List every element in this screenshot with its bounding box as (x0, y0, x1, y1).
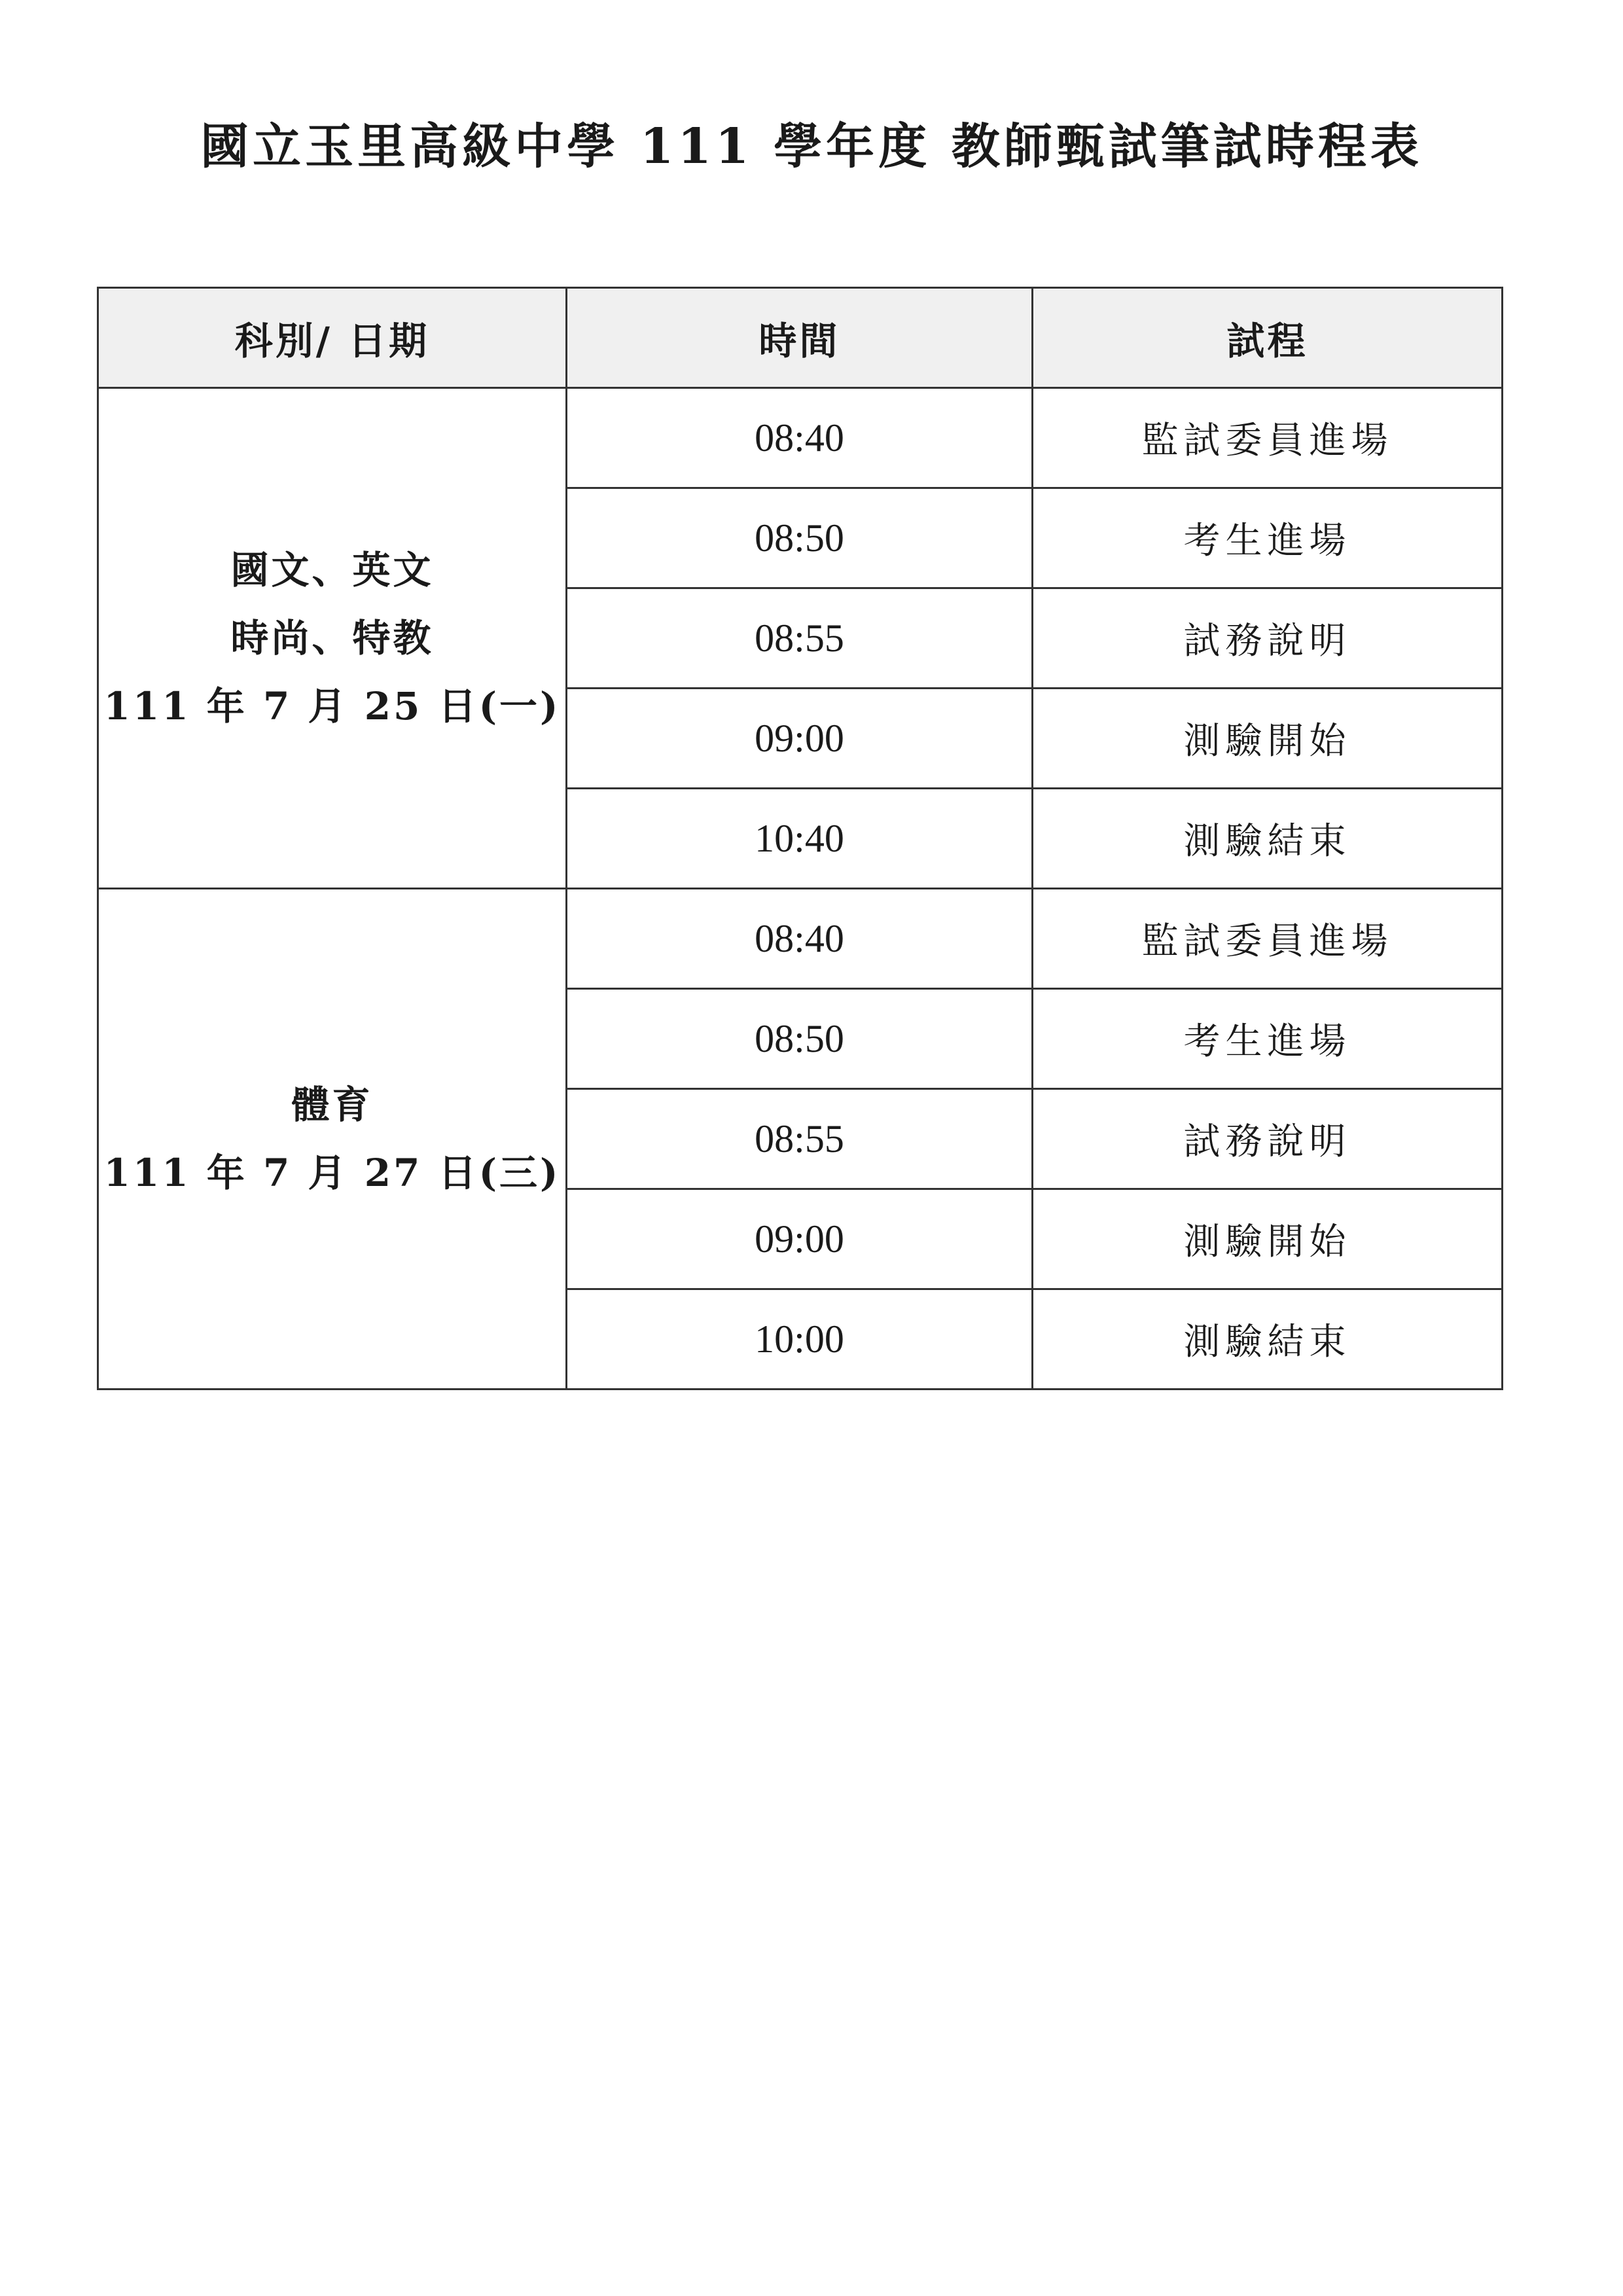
time-cell: 09:00 (567, 689, 1033, 789)
group-subject-line: 體育 (291, 1083, 373, 1127)
time-cell: 10:00 (567, 1289, 1033, 1390)
time-cell: 08:55 (567, 1089, 1033, 1189)
table-row (98, 889, 1503, 989)
time-cell: 10:40 (567, 789, 1033, 889)
event-cell: 測驗結束 (1033, 1289, 1503, 1390)
group-subject-line: 時尚、特教 (230, 616, 434, 660)
time-cell: 08:40 (567, 388, 1033, 488)
group-date-line: 111 年 7 月 25 日(一) (103, 684, 561, 728)
group-cell-1 (98, 388, 567, 889)
event-cell: 監試委員進場 (1033, 388, 1503, 488)
time-cell: 09:00 (567, 1189, 1033, 1289)
header-time: 時間 (567, 288, 1033, 388)
time-cell: 08:55 (567, 588, 1033, 689)
event-cell: 考生進場 (1033, 488, 1503, 588)
schedule-table (97, 287, 1503, 1390)
table-header-row (98, 288, 1503, 388)
event-cell: 試務說明 (1033, 588, 1503, 689)
event-cell: 測驗結束 (1033, 789, 1503, 889)
event-cell: 試務說明 (1033, 1089, 1503, 1189)
group-cell-2 (98, 889, 567, 1390)
header-subject-date: 科別/ 日期 (98, 288, 567, 388)
group-subject-line: 國文、英文 (230, 548, 434, 592)
time-cell: 08:50 (567, 989, 1033, 1089)
time-cell: 08:50 (567, 488, 1033, 588)
time-cell: 08:40 (567, 889, 1033, 989)
header-schedule: 試程 (1033, 288, 1503, 388)
event-cell: 監試委員進場 (1033, 889, 1503, 989)
event-cell: 測驗開始 (1033, 689, 1503, 789)
page-title: 國立玉里高級中學 111 學年度 教師甄試筆試時程表 (200, 118, 1423, 175)
group-date-line: 111 年 7 月 27 日(三) (103, 1151, 561, 1195)
event-cell: 考生進場 (1033, 989, 1503, 1089)
table-row (98, 388, 1503, 488)
event-cell: 測驗開始 (1033, 1189, 1503, 1289)
